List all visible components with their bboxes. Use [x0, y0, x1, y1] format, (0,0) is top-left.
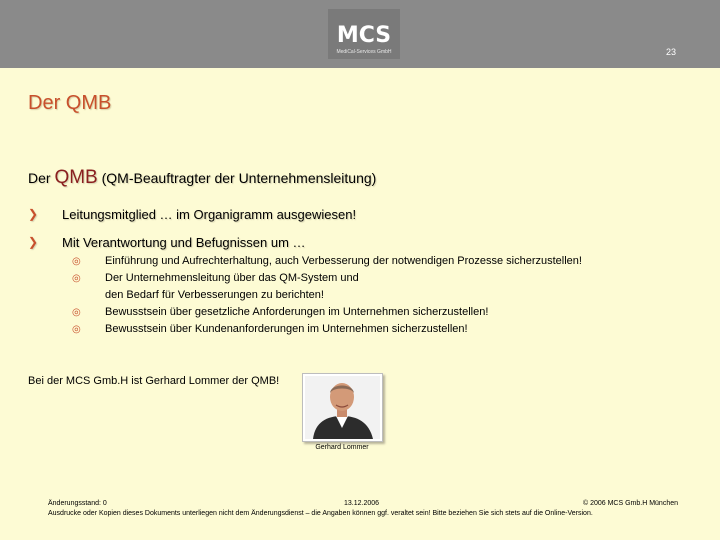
- slide-title: Der QMB: [28, 92, 112, 114]
- bullet-text: Mit Verantwortung und Befugnissen um …: [62, 235, 306, 250]
- bullet-arrow-icon: ❯: [28, 235, 39, 249]
- bullet-arrow-icon: ❯: [28, 207, 39, 221]
- sub-bullet-text: Bewusstsein über Kundenanforderungen im Unternehmen sicherzustellen!: [105, 323, 468, 335]
- sub-bullet-icon: ◎: [72, 256, 81, 267]
- qmb-statement: Bei der MCS Gmb.H ist Gerhard Lommer der QMB!: [28, 375, 280, 387]
- logo-text: MCS: [336, 23, 392, 48]
- sub-bullet-text: Der Unternehmensleitung über das QM-System und: [105, 272, 359, 284]
- bullet-text: Leitungsmitglied … im Organigramm ausgewiesen!: [62, 207, 357, 222]
- sub-bullet-icon: ◎: [72, 307, 81, 318]
- intro-suffix: (QM-Beauftragter der Unternehmensleitung): [101, 170, 377, 186]
- portrait-photo: [302, 373, 383, 442]
- sub-bullet-text: Bewusstsein über gesetzliche Anforderungen im Unternehmen sicherzustellen!: [105, 306, 489, 318]
- portrait-image: [305, 376, 380, 439]
- photo-caption: Gerhard Lommer: [315, 444, 369, 451]
- footer-copyright: © 2006 MCS Gmb.H München: [582, 500, 678, 507]
- intro-keyword: QMB: [54, 167, 98, 188]
- page-number: 23: [665, 47, 676, 57]
- sub-bullet-icon: ◎: [72, 324, 81, 335]
- footer-disclaimer: Ausdrucke oder Kopien dieses Dokuments unterliegen nicht dem Änderungsdienst – die Angaben können ggf. veraltet sein! Bitte beziehen Sie sich stets auf die Online-Version.: [48, 510, 593, 517]
- header-bar: [0, 0, 720, 68]
- intro-prefix: Der: [28, 170, 51, 186]
- intro-line: [28, 167, 376, 189]
- logo-subtext: MediCal-Services GmbH: [336, 49, 392, 55]
- sub-bullet-icon: ◎: [72, 273, 81, 284]
- footer-status: Änderungsstand: 0: [48, 500, 107, 507]
- sub-bullet-text: den Bedarf für Verbesserungen zu berichten!: [105, 289, 324, 301]
- mcs-logo: [328, 9, 400, 59]
- sub-bullet-text: Einführung und Aufrechterhaltung, auch Verbesserung der notwendigen Prozesse sicherzustellen!: [105, 255, 582, 267]
- footer-date: 13.12.2006: [344, 500, 380, 507]
